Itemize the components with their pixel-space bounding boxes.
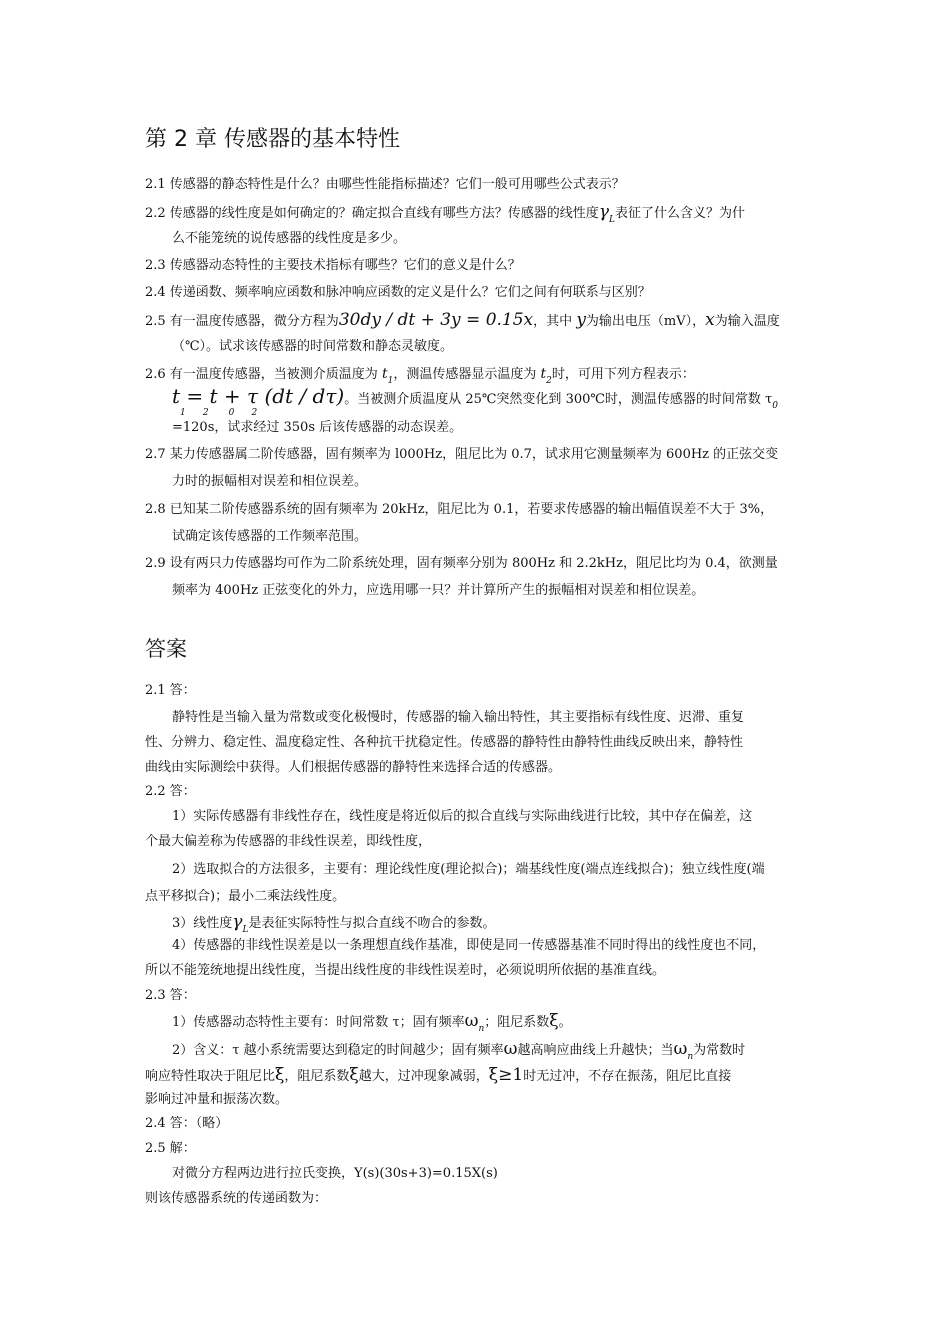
answer-2-1-line3: 曲线由实际测绘中获得。人们根据传感器的静特性来选择合适的传感器。	[145, 760, 562, 775]
answer-2-3-line1	[172, 1013, 572, 1032]
question-2-8-line2: 试确定该传感器的工作频率范围。	[172, 529, 368, 544]
answer-text: 越高响应曲线上升越快；当	[517, 1043, 674, 1058]
question-text: 。当被测介质温度从 25℃突然变化到 300℃时，测温传感器的时间常数 τ	[344, 392, 773, 407]
subscript-1: 1	[387, 376, 394, 386]
var-y: y	[576, 310, 586, 330]
subscript-2: 2	[546, 376, 552, 386]
answer-2-1-line2: 性、分辨力、稳定性、温度稳定性、各种抗干扰稳定性。传感器的静特性由静特性曲线反映出来，静特性	[145, 735, 744, 750]
question-2-6-line2	[172, 384, 778, 411]
answer-2-2-line4: 点平移拟合)；最小二乘法线性度。	[145, 889, 346, 904]
xi-symbol: ξ	[349, 1065, 359, 1085]
answer-2-1-line1: 静特性是当输入量为常数或变化极慢时，传感器的输入输出特性，其主要指标有线性度、迟滞、重复	[172, 710, 745, 725]
answer-text: 1）传感器动态特性主要有：时间常数 τ；固有频率	[172, 1015, 465, 1030]
var-t2: t	[540, 366, 547, 382]
chapter-title: 第 2 章 传感器的基本特性	[145, 127, 400, 152]
question-text: 表征了什么含义？为什	[614, 206, 745, 221]
answer-2-2-line2: 个最大偏差称为传感器的非线性误差，即线性度，	[145, 834, 432, 849]
answer-2-2-line6: 4）传感器的非线性误差是以一条理想直线作基准，即使是同一传感器基准不同时得出的线性度也不同，	[172, 938, 766, 953]
answer-text: 是表征实际特性与拟合直线不吻合的参数。	[248, 916, 496, 931]
subscript-0: 0	[772, 401, 778, 411]
answer-2-5-heading: 2.5 解：	[145, 1141, 196, 1156]
var-t1: t	[381, 366, 388, 382]
question-2-8-line1: 2.8 已知某二阶传感器系统的固有频率为 20kHz，阻尼比为 0.1，若要求传感器的输出幅值误差不大于 3%，	[145, 502, 774, 517]
answer-2-3-line4: 影响过冲量和振荡次数。	[145, 1092, 289, 1107]
answer-text: ，阻尼系数	[284, 1069, 350, 1084]
answer-text: 为常数时	[693, 1043, 746, 1058]
subscript-l: L	[242, 925, 249, 935]
question-text: 2.5 有一温度传感器，微分方程为	[145, 314, 339, 329]
gamma-symbol: γ	[232, 912, 243, 932]
question-2-9-line1: 2.9 设有两只力传感器均可作为二阶系统处理，固有频率分别为 800Hz 和 2.2kHz，阻尼比均为 0.4，欲测量	[145, 556, 778, 571]
answer-text: 2）含义：τ 越小系统需要达到稳定的时间越少；固有频率	[172, 1043, 504, 1058]
answer-2-3-line2	[172, 1041, 745, 1060]
answer-2-1-heading: 2.1 答：	[145, 683, 196, 698]
omega-symbol: ω	[673, 1039, 688, 1059]
time-constant-equation: t = t + τ (dt / dτ)	[172, 384, 345, 408]
xi-symbol: ξ	[275, 1065, 285, 1085]
question-2-5-line2: （℃）。试求该传感器的时间常数和静态灵敏度。	[172, 339, 454, 354]
answer-2-2-line7: 所以不能笼统地提出线性度，当提出线性度的非线性误差时，必须说明所依据的基准直线。	[145, 963, 666, 978]
question-2-7-line1: 2.7 某力传感器属二阶传感器，固有频率为 l000Hz，阻尼比为 0.7，试求用它测量频率为 600Hz 的正弦交变	[145, 447, 779, 462]
answer-text: 响应特性取决于阻尼比	[145, 1069, 276, 1084]
question-2-1: 2.1 传感器的静态特性是什么？由哪些性能指标描述？它们一般可用哪些公式表示？	[145, 177, 625, 192]
answer-2-4-heading: 2.4 答：（略）	[145, 1116, 229, 1131]
question-text: 时，可用下列方程表示：	[551, 367, 695, 382]
answer-2-2-line5	[172, 914, 495, 933]
answer-text: ；阻尼系数	[484, 1015, 550, 1030]
answer-2-3-line3	[145, 1067, 731, 1085]
question-2-7-line2: 力时的振幅相对误差和相位误差。	[172, 474, 368, 489]
question-2-9-line2: 频率为 400Hz 正弦变化的外力，应选用哪一只？并计算所产生的振幅相对误差和相位误差。	[172, 583, 705, 598]
xi-symbol: ξ	[488, 1065, 499, 1085]
gamma-symbol: γ	[598, 202, 609, 222]
xi-condition: ≥1	[498, 1065, 524, 1085]
answers-title: 答案	[145, 637, 187, 661]
question-2-3: 2.3 传感器动态特性的主要技术指标有哪些？它们的意义是什么？	[145, 258, 521, 273]
question-2-6-line1	[145, 366, 695, 384]
question-text: ，其中	[533, 314, 573, 329]
question-text: ，测温传感器显示温度为	[393, 367, 537, 382]
answer-2-2-line3: 2）选取拟合的方法很多，主要有：理论线性度(理论拟合)；端基线性度(端点连线拟合)；独立线性度(端	[172, 862, 765, 877]
question-2-2-line2: 么不能笼统的说传感器的线性度是多少。	[172, 231, 407, 246]
question-text: 2.6 有一温度传感器，当被测介质温度为	[145, 367, 378, 382]
var-x: x	[705, 310, 715, 330]
answer-2-2-line1: 1）实际传感器有非线性存在，线性度是将近似后的拟合直线与实际曲线进行比较，其中存在偏差，这	[172, 809, 753, 824]
answer-2-5-line2: 则该传感器系统的传递函数为：	[145, 1191, 328, 1206]
question-2-2-line1	[145, 204, 745, 223]
answer-text: 越大，过冲现象减弱，	[358, 1069, 489, 1084]
question-2-4: 2.4 传递函数、频率响应函数和脉冲响应函数的定义是什么？它们之间有何联系与区别？	[145, 285, 651, 300]
question-text: 为输出电压（mV），	[585, 314, 706, 329]
question-text: 为输入温度	[714, 314, 780, 329]
answer-2-3-heading: 2.3 答：	[145, 988, 196, 1003]
subscript-l: L	[608, 215, 615, 225]
answer-2-5-line1: 对微分方程两边进行拉氏变换，Y(s)(30s+3)=0.15X(s)	[172, 1166, 498, 1181]
answer-text: 3）线性度	[172, 916, 233, 931]
omega-symbol: ω	[464, 1011, 479, 1031]
question-2-6-line3: =120s，试求经过 350s 后该传感器的动态误差。	[172, 420, 463, 435]
answer-text: 时无过冲，不存在振荡，阻尼比直接	[523, 1069, 732, 1084]
answer-text: 。	[558, 1015, 572, 1030]
answer-2-2-heading: 2.2 答：	[145, 784, 196, 799]
equation-subscripts: 1 2 0 2	[180, 408, 258, 418]
subscript-n: n	[478, 1024, 485, 1034]
question-text: 2.2 传感器的线性度是如何确定的？确定拟合直线有哪些方法？传感器的线性度	[145, 206, 599, 221]
omega-symbol: ω	[503, 1039, 518, 1059]
xi-symbol: ξ	[549, 1011, 559, 1031]
question-2-5-line1	[145, 312, 780, 330]
subscript-n: n	[687, 1052, 694, 1062]
differential-equation: 30dy / dt + 3y = 0.15x	[338, 310, 534, 330]
